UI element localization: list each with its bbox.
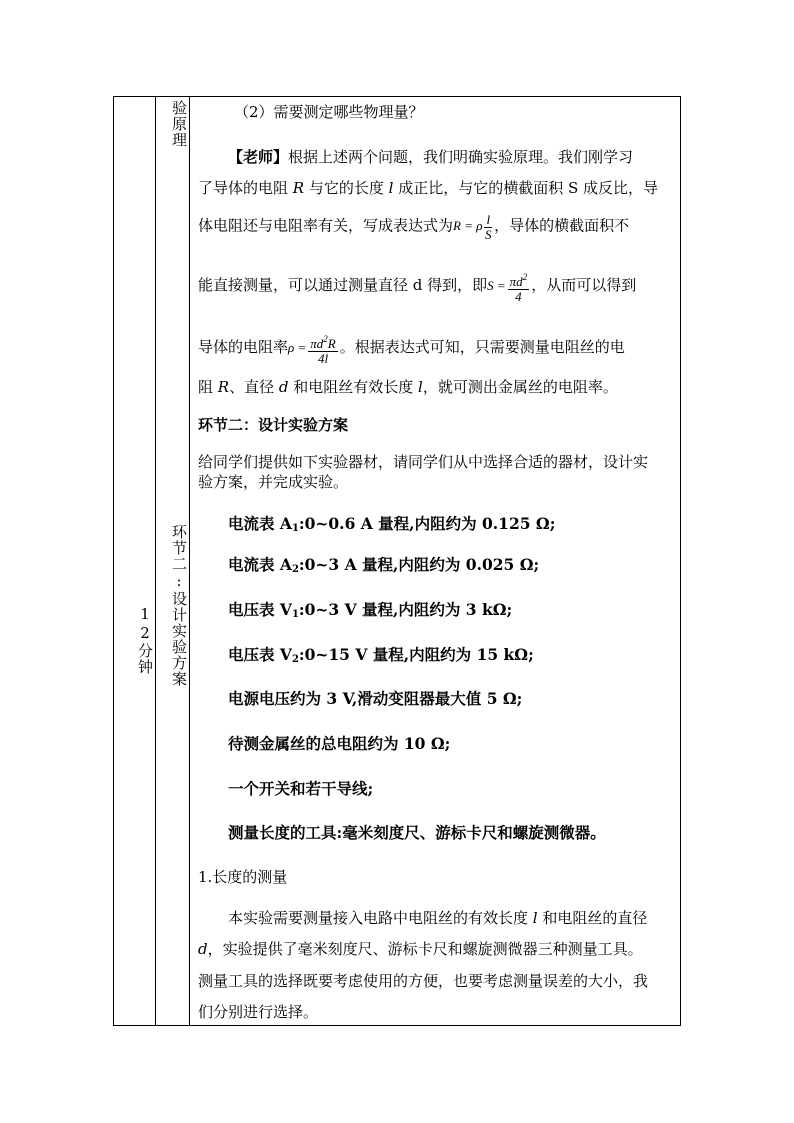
intro-line1: 给同学们提供如下实验器材，请同学们从中选择合适的器材，设计实 (198, 453, 649, 471)
teacher-paragraph-line1 (198, 147, 674, 167)
text: 电流表 A (228, 514, 292, 533)
formula-resistance (453, 212, 494, 242)
var-l: l (532, 909, 538, 927)
text: 电压表 V (228, 600, 292, 619)
teacher-paragraph-line5 (198, 332, 674, 366)
subscript: 2 (291, 654, 299, 665)
text: 、直径 (229, 378, 279, 396)
var-R: R (292, 179, 305, 197)
formula-area (487, 272, 531, 304)
superscript: 2 (323, 334, 328, 344)
text: 成正比，与它的横截面积 S 成反比，导 (393, 179, 659, 197)
stage-cell-principle: 验原理 (170, 100, 188, 148)
equipment-item: 待测金属丝的总电阻约为 10 Ω; (228, 734, 451, 753)
formula-lhs: S = (487, 277, 506, 293)
var-l: l (418, 378, 423, 396)
body-line3: 测量工具的选择既要考虑使用的方便，也要考虑测量误差的大小，我 (198, 972, 649, 990)
time-cell: 12分钟 (136, 605, 154, 675)
equipment-item: 测量长度的工具:毫米刻度尺、游标卡尺和螺旋测微器。 (228, 823, 606, 842)
text: :0~3 V 量程,内阻约为 3 kΩ; (298, 600, 513, 619)
var-R: R (217, 378, 230, 396)
teacher-tag: 【老师】 (228, 148, 289, 166)
fraction-num (308, 332, 337, 352)
text: 和电阻丝有效长度 (288, 378, 419, 396)
text: :0~15 V 量程,内阻约为 15 kΩ; (298, 645, 534, 664)
text: ，实验提供了毫米刻度尺、游标卡尺和螺旋测微器三种测量工具。 (207, 940, 643, 958)
fraction-den: 4l (317, 351, 329, 366)
text: 与它的长度 (304, 179, 389, 197)
fraction (308, 332, 337, 366)
fraction (484, 213, 492, 242)
intro-line2: 验方案，并完成实验。 (198, 473, 349, 491)
text: :0~0.6 A 量程,内阻约为 0.125 Ω; (298, 514, 556, 533)
formula-lhs: ρ = (288, 339, 307, 355)
text: ，就可测出金属丝的电阻率。 (422, 378, 618, 396)
equipment-item (198, 514, 674, 539)
fraction (508, 270, 530, 304)
var-d: d (198, 940, 208, 958)
question-2: （2）需要测定哪些物理量？ (234, 103, 424, 121)
teacher-paragraph-line3 (198, 213, 674, 242)
num-text: πd (310, 336, 324, 351)
text: ，导体的横截面积不 (494, 216, 630, 235)
formula-lhs: R = ρ (453, 218, 483, 234)
lesson-table (113, 96, 681, 1026)
subsection-title: 1.长度的测量 (198, 868, 288, 886)
teacher-paragraph-line6 (198, 377, 674, 397)
superscript: 2 (522, 272, 528, 282)
num-text: πd (509, 274, 523, 289)
text: 。根据表达式可知，只需要测量电阻丝的电 (339, 337, 625, 356)
body-line4: 们分别进行选择。 (198, 1003, 319, 1021)
equipment-item (198, 555, 674, 580)
text: :0~3 A 量程,内阻约为 0.025 Ω; (298, 555, 540, 574)
text: ，从而可以得到 (531, 275, 637, 294)
text: 了导体的电阻 (198, 179, 293, 197)
text: 体电阻还与电阻率有关，写成表达式为 (198, 216, 454, 235)
text: 本实验需要测量接入电路中电阻丝的有效长度 (228, 909, 533, 927)
num-text: R (327, 336, 336, 351)
equipment-item (198, 600, 674, 625)
fraction-den: S (485, 227, 492, 242)
teacher-paragraph-line4 (198, 270, 674, 304)
text: 电流表 A (228, 555, 292, 574)
body-line2 (198, 939, 674, 959)
text: 能直接测量，可以通过测量直径 d 得到，即 (198, 275, 488, 294)
text: 和电阻丝的直径 (537, 909, 648, 927)
text: 导体的电阻率 (198, 337, 289, 356)
var-d: d (278, 378, 289, 396)
body-line1 (198, 908, 674, 928)
fraction-den: 4 (515, 289, 522, 304)
text: 根据上述两个问题，我们明确实验原理。我们刚学习 (288, 148, 634, 166)
fraction-num (508, 270, 530, 290)
text: 阻 (198, 378, 218, 396)
equipment-item (198, 645, 674, 670)
var-l: l (388, 179, 394, 197)
equipment-item: 电源电压约为 3 V,滑动变阻器最大值 5 Ω; (228, 689, 523, 708)
subscript: 1 (291, 609, 299, 620)
teacher-paragraph-line2 (198, 178, 674, 198)
text: 电压表 V (228, 645, 292, 664)
equipment-item: 一个开关和若干导线; (228, 779, 374, 798)
subscript: 2 (291, 564, 299, 575)
subscript: 1 (291, 523, 299, 534)
section-title: 环节二：设计实验方案 (198, 416, 349, 434)
column-divider (189, 97, 190, 1025)
stage-cell-design: 环节二:设计实验方案 (170, 524, 188, 687)
formula-resistivity (288, 334, 340, 366)
fraction-num: l (486, 212, 491, 227)
